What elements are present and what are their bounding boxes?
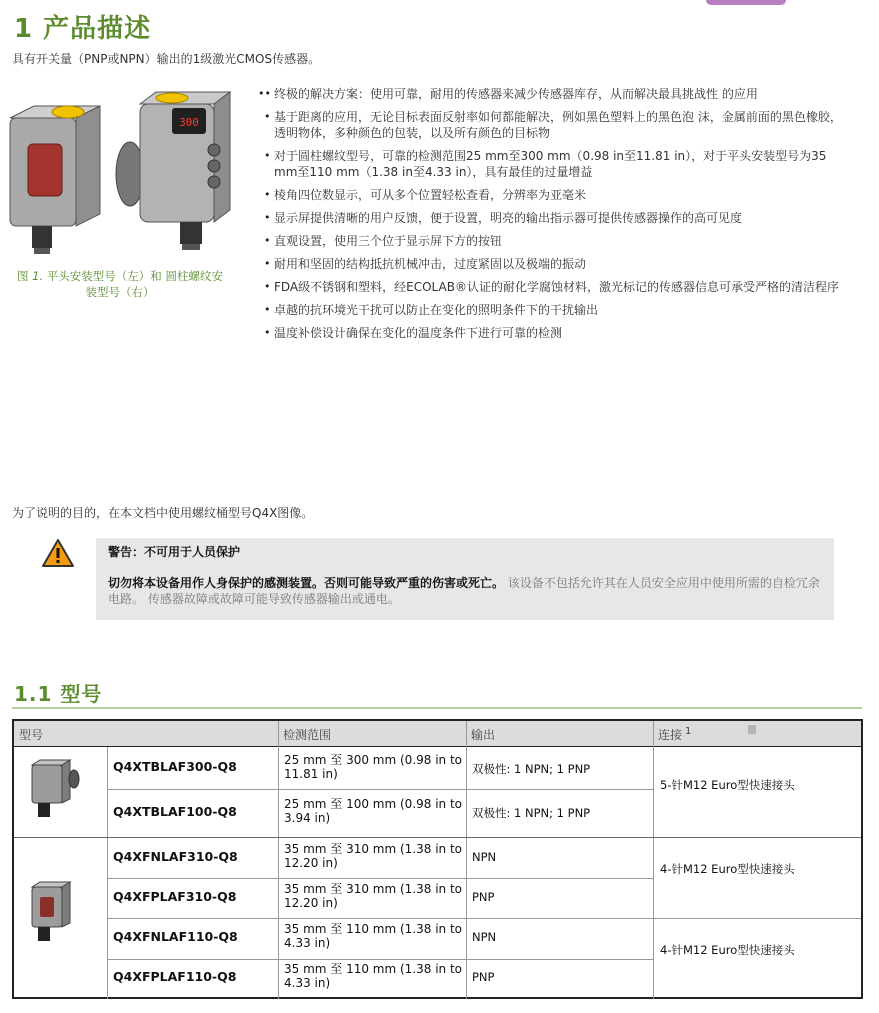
warning-text: 切勿将本设备用作人身保护的感测装置。否则可能导致严重的伤害或死亡。 该设备不包括允许其在人员安全应用中使用所需的自检冗余电路。 传感器故障或故障可能导致传感器输出或通电。 — [108, 576, 820, 606]
model-cell: Q4XFPLAF310-Q8 — [113, 889, 237, 904]
figure-caption: 图 1. 平头安装型号（左）和 圆柱螺纹安装型号（右） — [17, 269, 223, 299]
range-cell: 35 mm 至 110 mm (1.38 in to 4.33 in) — [284, 962, 463, 990]
warning-box — [96, 538, 834, 620]
models-table — [12, 719, 863, 999]
output-cell: NPN — [472, 850, 497, 864]
warning-title: 警告：不可用于人员保护 — [108, 545, 241, 559]
output-cell: PNP — [472, 970, 495, 984]
intro-text: 具有开关量（PNP或NPN）输出的1级激光CMOS传感器。 — [12, 52, 321, 66]
header-range: 检测范围 — [278, 721, 466, 747]
model-cell: Q4XFNLAF110-Q8 — [113, 929, 238, 944]
range-cell: 35 mm 至 310 mm (1.38 in to 12.20 in) — [284, 842, 463, 870]
threaded-barrel-sensor-image — [116, 92, 230, 250]
sensor-display-readout: 300 — [179, 116, 199, 129]
output-cell: NPN — [472, 930, 497, 944]
subsection-heading: 1.1 型号 — [14, 682, 103, 706]
feature-item: • 卓越的抗环境光干扰可以防止在变化的照明条件下的干扰输出 — [264, 303, 599, 317]
feature-item: •• 终极的解决方案：使用可靠，耐用的传感器来减少传感器库存，从而解决最具挑战性 的应用 — [258, 87, 758, 101]
connection-cell: 4-针M12 Euro型快速接头 — [660, 943, 795, 957]
model-cell: Q4XFPLAF110-Q8 — [113, 969, 237, 984]
output-cell: PNP — [472, 890, 495, 904]
feature-item: • FDA级不锈钢和塑料，经ECOLAB®认证的耐化学腐蚀材料，激光标记的传感器信息可承受严格的清洁程序 — [264, 280, 839, 294]
page-tab-marker — [706, 0, 786, 5]
model-cell: Q4XFNLAF310-Q8 — [113, 849, 238, 864]
feature-list — [258, 86, 848, 348]
header-connection: 连接 $^1$ — [653, 721, 861, 747]
heading-rule — [12, 707, 862, 709]
header-model: 型号 — [14, 721, 278, 747]
feature-item: • 棱角四位数显示，可从多个位置轻松查看，分辨率为亚毫米 — [264, 188, 587, 202]
feature-item: • 对于圆柱螺纹型号，可靠的检测范围25 mm至300 mm（0.98 in至11.81 in），对于平头安装型号为35 mm至110 mm（1.38 in至4.33 in），具有最佳的过量增益 — [264, 149, 827, 179]
connection-cell: 4-针M12 Euro型快速接头 — [660, 862, 795, 876]
connection-cell: 5-针M12 Euro型快速接头 — [660, 778, 795, 792]
feature-item: • 显示屏提供清晰的用户反馈，便于设置，明亮的输出指示器可提供传感器操作的高可见度 — [264, 211, 743, 225]
range-cell: 25 mm 至 300 mm (0.98 in to 11.81 in) — [284, 753, 463, 781]
sensor-figure — [4, 82, 234, 262]
output-cell: 双极性: 1 NPN; 1 PNP — [472, 806, 591, 820]
section-heading: 1 产品描述 — [14, 14, 152, 44]
header-output: 输出 — [466, 721, 653, 747]
range-cell: 35 mm 至 310 mm (1.38 in to 12.20 in) — [284, 882, 463, 910]
feature-item: • 耐用和坚固的结构抵抗机械冲击，过度紧固以及极端的振动 — [264, 257, 587, 271]
model-cell: Q4XTBLAF100-Q8 — [113, 804, 237, 819]
flat-mount-sensor-image — [10, 106, 100, 254]
model-cell: Q4XTBLAF300-Q8 — [113, 759, 237, 774]
output-cell: 双极性: 1 NPN; 1 PNP — [472, 762, 591, 776]
feature-item: • 基于距离的应用，无论目标表面反射率如何都能解决，例如黑色塑料上的黑色泡 沫，金属前面的黑色橡胶，透明物体，多种颜色的包装，以及所有颜色的目标物 — [264, 110, 842, 140]
feature-item: • 温度补偿设计确保在变化的温度条件下进行可靠的检测 — [264, 326, 563, 340]
feature-item: • 直观设置，使用三个位于显示屏下方的按钮 — [264, 234, 503, 248]
warning-icon — [42, 538, 74, 568]
product-thumb-threaded — [24, 757, 84, 827]
range-cell: 25 mm 至 100 mm (0.98 in to 3.94 in) — [284, 797, 463, 825]
purpose-note: 为了说明的目的，在本文档中使用螺纹桶型号Q4X图像。 — [12, 506, 314, 520]
range-cell: 35 mm 至 110 mm (1.38 in to 4.33 in) — [284, 922, 463, 950]
header-marker — [748, 725, 756, 734]
product-thumb-flat — [24, 879, 84, 954]
